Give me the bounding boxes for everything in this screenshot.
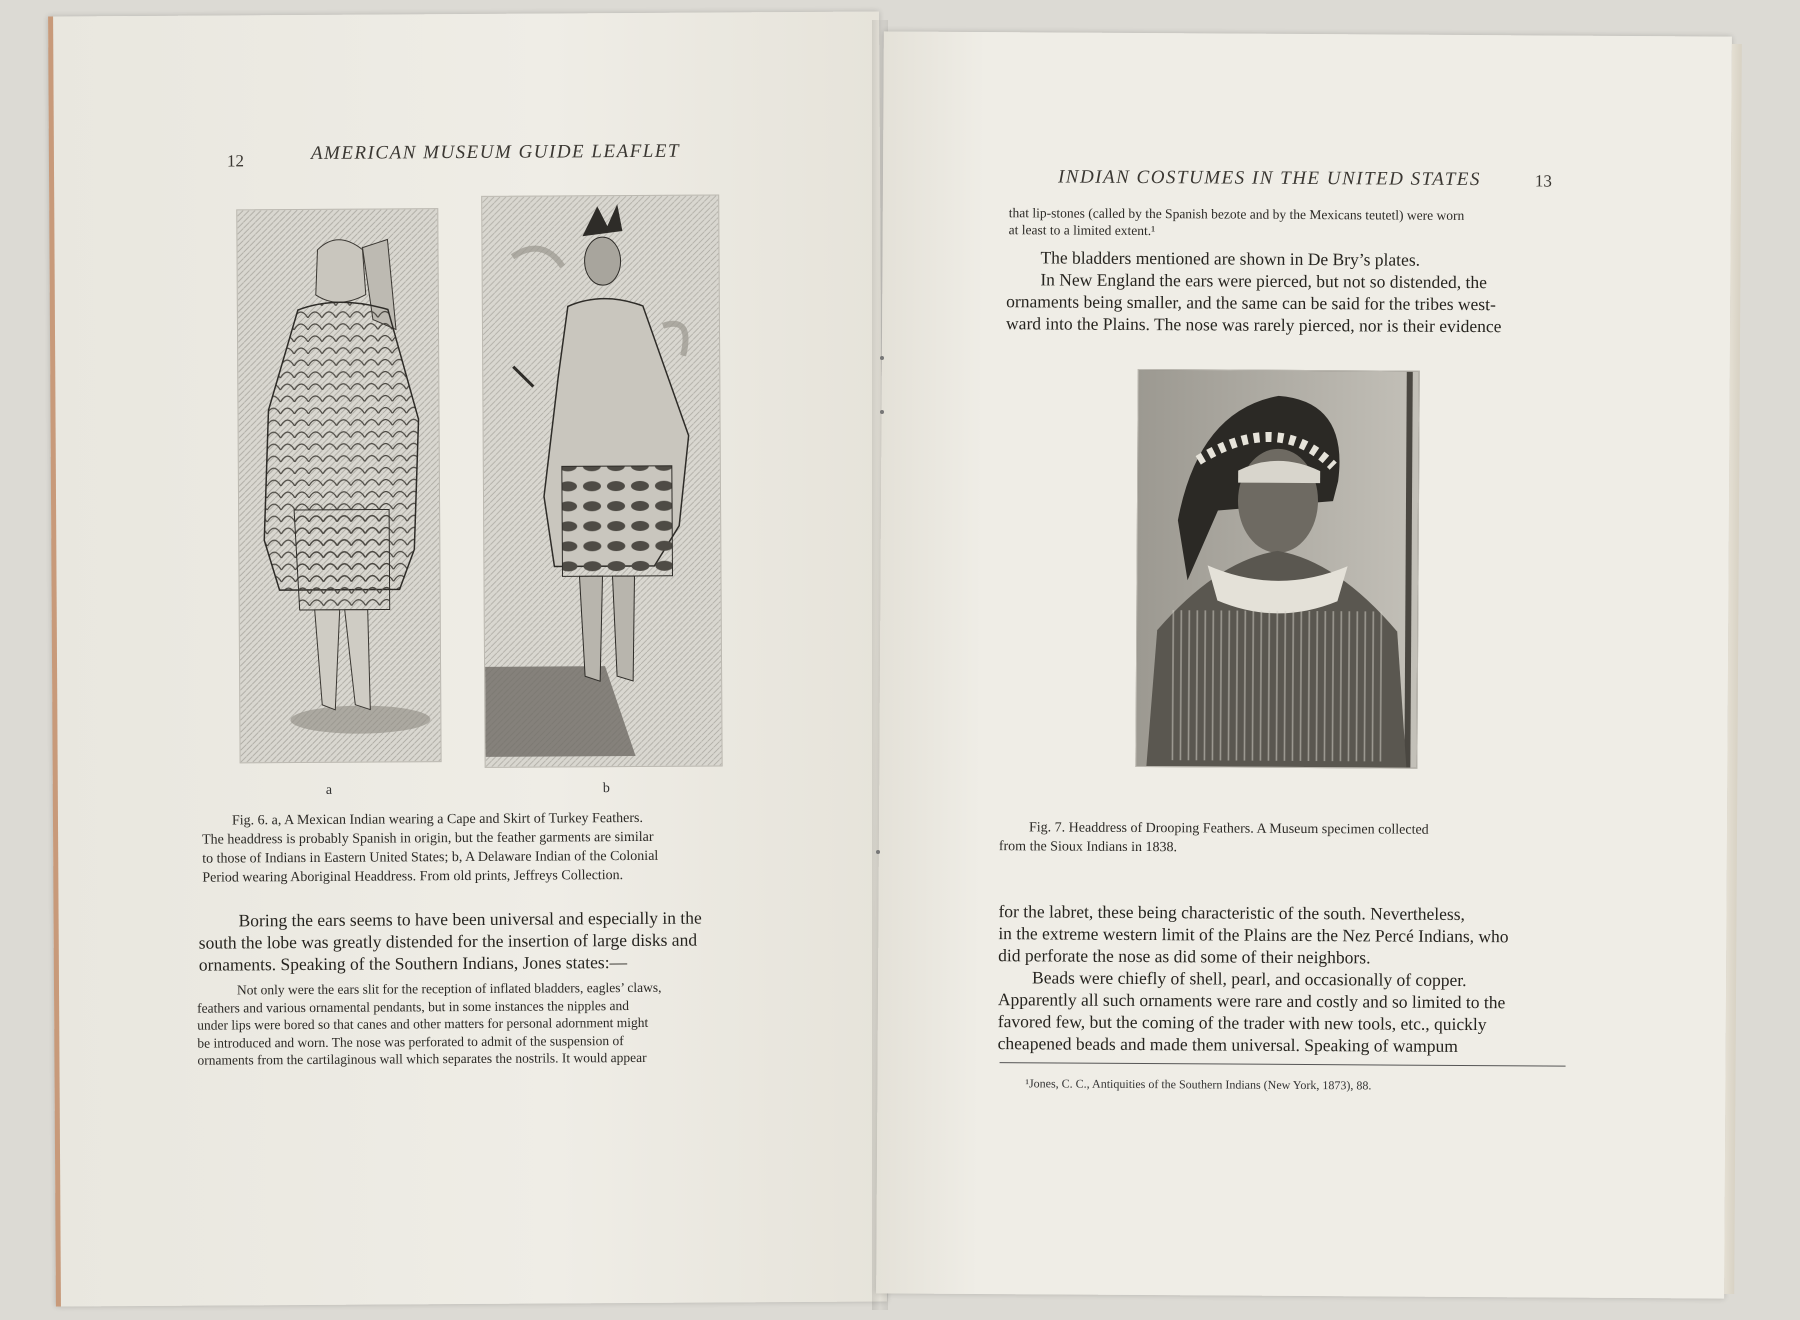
caption-line: Fig. 7. Headdress of Drooping Feathers. A Museum specimen collected	[1028, 820, 1429, 838]
binding-staple-mark	[880, 410, 884, 414]
quote-line: be introduced and worn. The nose was perforated to admit of the suspension of	[197, 1032, 624, 1051]
delaware-indian-illustration	[482, 195, 721, 766]
paragraph-line: did perforate the nose as did some of their neighbors.	[998, 945, 1371, 968]
paragraph-line: ornaments. Speaking of the Southern Indians, Jones states:—	[198, 952, 628, 975]
binding-staple-mark	[876, 850, 880, 854]
binding-staple-mark	[880, 356, 884, 360]
paragraph-line: in the extreme western limit of the Plains are the Nez Percé Indians, who	[998, 923, 1509, 947]
running-head-right: INDIAN COSTUMES IN THE UNITED STATES	[1057, 166, 1481, 191]
labret-beads-paragraph	[998, 900, 1565, 1057]
left-page	[48, 11, 887, 1306]
mexican-indian-illustration	[237, 209, 440, 762]
caption-line: from the Sioux Indians in 1838.	[998, 839, 1178, 856]
paragraph-line: ornaments being smaller, and the same can be said for the tribes west-	[1006, 291, 1496, 315]
continued-line: that lip-stones (called by the Spanish bezote and by the Mexicans teutetl) were worn	[1008, 205, 1465, 223]
footnote-rule	[1000, 1062, 1566, 1066]
quote-line: ornaments from the cartilaginous wall which separates the nostrils. It would appear	[197, 1049, 647, 1068]
quote-line: under lips were bored so that canes and other matters for personal adornment might	[197, 1014, 649, 1033]
footnote: ¹Jones, C. C., Antiquities of the Southern Indians (New York, 1873), 88.	[1025, 1076, 1372, 1093]
paragraph-line: for the labret, these being characteristic of the south. Nevertheless,	[998, 901, 1466, 924]
caption-line: The headdress is probably Spanish in origin, but the feather garments are similar	[202, 829, 654, 848]
figure-letter-b: b	[602, 781, 610, 797]
paragraph-line: The bladders mentioned are shown in De Bry’s plates.	[1040, 247, 1421, 270]
page-number-left: 12	[226, 151, 245, 171]
paragraph-line: Beads were chiefly of shell, pearl, and occasionally of copper.	[1032, 967, 1467, 990]
paragraph-line: Apparently all such ornaments were rare and costly and so limited to the	[997, 989, 1506, 1013]
ear-boring-paragraph	[199, 906, 745, 975]
caption-line: Period wearing Aboriginal Headdress. From old prints, Jeffreys Collection.	[202, 868, 624, 886]
quote-line: feathers and various ornamental pendants, but in some instances the nipples and	[197, 997, 630, 1016]
paragraph-line: favored few, but the coming of the trader with new tools, etc., quickly	[997, 1011, 1487, 1035]
page-number-right: 13	[1534, 171, 1553, 191]
ear-piercing-paragraph	[1006, 246, 1561, 337]
jones-quotation	[197, 978, 748, 1069]
sioux-headdress-photo	[1136, 370, 1418, 768]
paragraph-line: Boring the ears seems to have been universal and especially in the	[238, 907, 702, 931]
figure-7-caption	[999, 818, 1565, 859]
figure-7-photograph	[1135, 369, 1419, 769]
quote-line: Not only were the ears slit for the reception of inflated bladders, eagles’ claws,	[236, 979, 662, 998]
figure-letter-a: a	[325, 782, 333, 798]
paragraph-line: ward into the Plains. The nose was rarely pierced, nor is their evidence	[1006, 313, 1502, 337]
continued-line: at least to a limited extent.¹	[1008, 222, 1156, 239]
caption-line: Fig. 6. a, A Mexican Indian wearing a Cape and Skirt of Turkey Feathers.	[231, 810, 644, 829]
caption-line: to those of Indians in Eastern United States; b, A Delaware Indian of the Colonial	[202, 848, 659, 867]
paragraph-line: south the lobe was greatly distended for the insertion of large disks and	[198, 929, 698, 953]
right-page	[876, 31, 1732, 1298]
figure-6b-engraving	[481, 194, 722, 767]
figure-6a-engraving	[236, 208, 441, 763]
running-head-left: AMERICAN MUSEUM GUIDE LEAFLET	[310, 140, 681, 164]
figure-6-caption	[202, 808, 742, 887]
paragraph-line: In New England the ears were pierced, but not so distended, the	[1040, 269, 1487, 293]
paragraph-line: cheapened beads and made them universal. Speaking of wampum	[997, 1033, 1458, 1056]
continued-text	[1009, 204, 1559, 241]
